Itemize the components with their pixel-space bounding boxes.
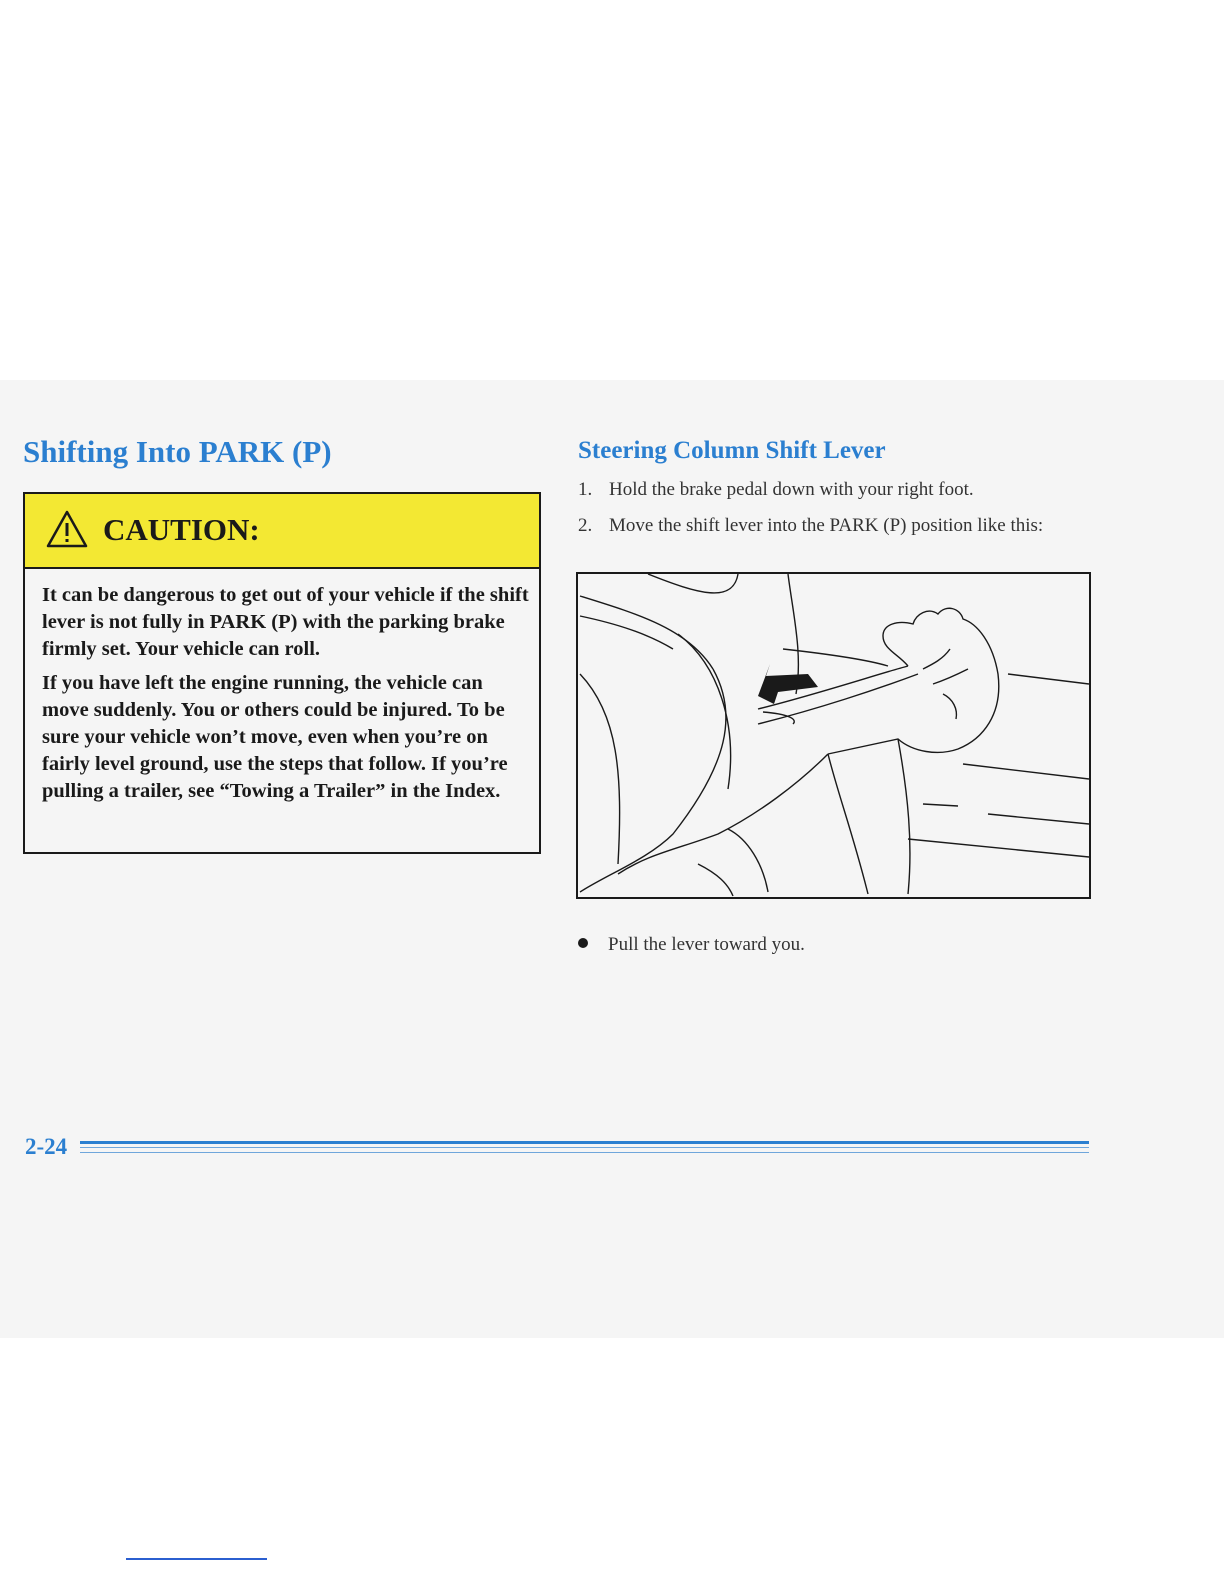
- section-title-shifting-into-park: Shifting Into PARK (P): [23, 434, 332, 469]
- step-item: [578, 479, 974, 501]
- step-text: Move the shift lever into the PARK (P) position like this:: [609, 515, 1044, 536]
- step-text: Hold the brake pedal down with your right foot.: [609, 479, 974, 500]
- caution-label: CAUTION:: [103, 512, 260, 547]
- step-number: 1.: [578, 479, 593, 500]
- caution-paragraph: If you have left the engine running, the vehicle can move suddenly. You or others could be injured. To be sure your vehicle won’t move, even when you’re on fairly level ground, use the steps that follow. If you’re pulling a trailer, see “Towing a Trailer” in the Index.: [42, 672, 508, 802]
- bottom-divider: [126, 1558, 267, 1560]
- bullet-icon: [578, 938, 588, 948]
- footer-rule: [80, 1152, 1089, 1153]
- warning-triangle-icon: [45, 509, 89, 549]
- section-title-steering-column-shift-lever: Steering Column Shift Lever: [578, 437, 886, 464]
- step-item: [578, 515, 1043, 537]
- caution-header: [25, 494, 539, 569]
- caution-text: [42, 582, 532, 812]
- direction-arrow-icon: [758, 664, 818, 704]
- caution-paragraph: It can be dangerous to get out of your vehicle if the shift lever is not fully in PARK (P) with the parking brake firmly set. Your vehicle can roll.: [42, 584, 529, 660]
- step-number: 2.: [578, 515, 593, 536]
- bullet-item: [578, 934, 805, 956]
- caution-box: [23, 492, 541, 854]
- bullet-text: Pull the lever toward you.: [608, 934, 805, 955]
- footer-rule: [80, 1147, 1089, 1148]
- footer-rule: [80, 1141, 1089, 1144]
- page-number: 2-24: [25, 1134, 68, 1159]
- shift-lever-illustration: [576, 572, 1091, 899]
